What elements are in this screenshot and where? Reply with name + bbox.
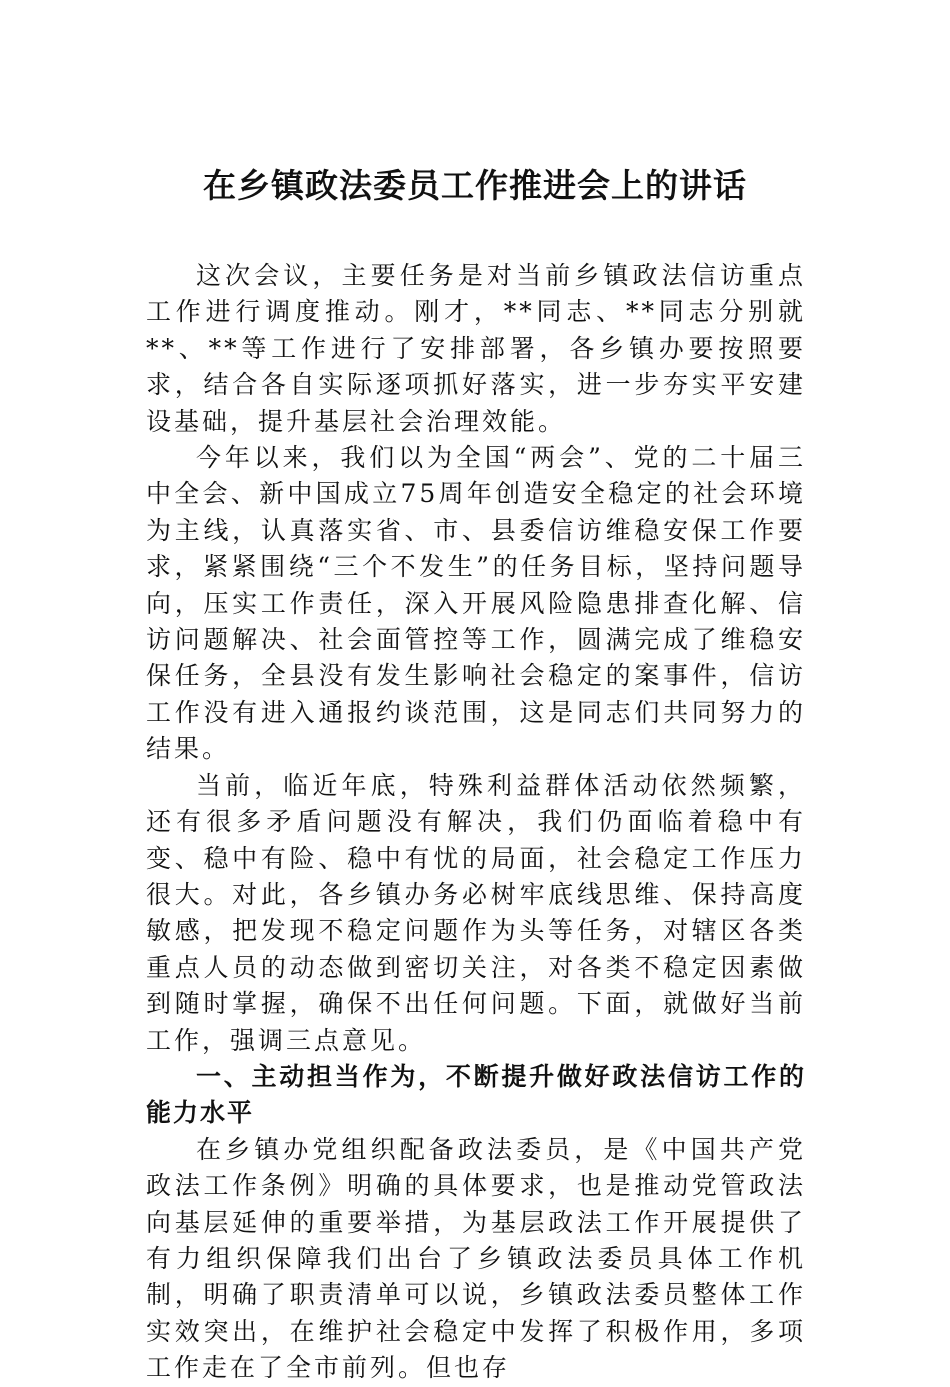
section-1-paragraph: 在乡镇办党组织配备政法委员，是《中国共产党政法工作条例》明确的具体要求，也是推动党管政法向基层延伸的重要举措，为基层政法工作开展提供了有力组织保障我们出台了乡镇政法委员具体工作机制，明确了职责清单可以说，乡镇政法委员整体工作实效突出，在维护社会稳定中发挥了积极作用，多项工作走在了全市前列。但也存 [146,1134,806,1383]
paragraph-1: 这次会议，主要任务是对当前乡镇政法信访重点工作进行调度推动。刚才，**同志、**同志分别就**、**等工作进行了安排部署，各乡镇办要按照要求，结合各自实际逐项抓好落实，进一步夯实平安建设基础，提升基层社会治理效能。 [146,261,806,436]
paragraph-2: 今年以来，我们以为全国“两会”、党的二十届三中全会、新中国成立75周年创造安全稳定的社会环境为主线，认真落实省、市、县委信访维稳安保工作要求，紧紧围绕“三个不发生”的任务目标，坚持问题导向，压实工作责任，深入开展风险隐患排查化解、信访问题解决、社会面管控等工作，圆满完成了维稳安保任务，全县没有发生影响社会稳定的案事件，信访工作没有进入通报约谈范围，这是同志们共同努力的结果。 [146,443,806,764]
section-heading-1: 一、主动担当作为，不断提升做好政法信访工作的能力水平 [146,1061,806,1128]
document-title: 在乡镇政法委员工作推进会上的讲话 [203,166,747,205]
paragraph-3: 当前，临近年底，特殊利益群体活动依然频繁，还有很多矛盾问题没有解决，我们仍面临着稳中有变、稳中有险、稳中有忧的局面，社会稳定工作压力很大。对此，各乡镇办务必树牢底线思维、保持高度敏感，把发现不稳定问题作为头等任务，对辖区各类重点人员的动态做到密切关注，对各类不稳定因素做到随时掌握，确保不出任何问题。下面，就做好当前工作，强调三点意见。 [146,770,806,1055]
document-body [146,258,806,1387]
